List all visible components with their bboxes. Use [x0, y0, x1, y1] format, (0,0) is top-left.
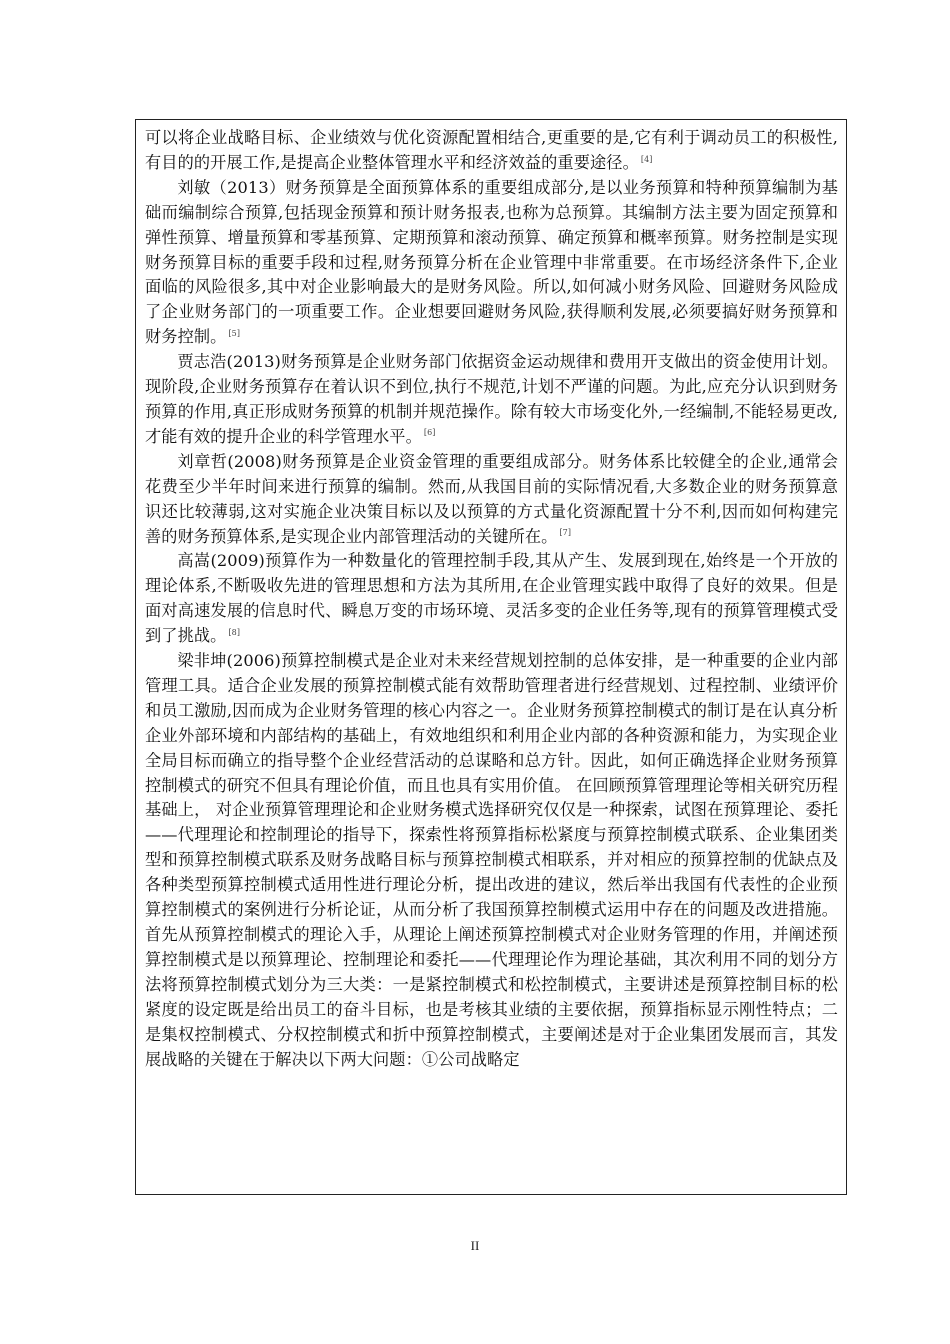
paragraph-4: [145, 450, 838, 550]
paragraph-4-text: 刘章哲(2008)财务预算是企业资金管理的重要组成部分。财务体系比较健全的企业,通常会花费至少半年时间来进行预算的编制。然而,从我国目前的实际情况看,大多数企业的财务预算意识还比较薄弱,这对实施企业决策目标以及以预算的方式量化资源配置十分不利,因而如何构建完善的财务预算体系,是实现企业内部管理活动的关键所在。: [145, 451, 838, 546]
document-body: [145, 126, 838, 1072]
bordered-text-box: [135, 119, 847, 1195]
page-number: II: [470, 1238, 480, 1253]
paragraph-2: [145, 176, 838, 350]
paragraph-5: [145, 549, 838, 649]
citation-8: [8]: [228, 627, 241, 637]
paragraph-3-text: 贾志浩(2013)财务预算是企业财务部门依据资金运动规律和费用开支做出的资金使用计划。现阶段,企业财务预算存在着认识不到位,执行不规范,计划不严谨的问题。为此,应充分认识到财务预算的作用,真正形成财务预算的机制并规范操作。除有较大市场变化外,一经编制,不能轻易更改,才能有效的提升企业的科学管理水平。: [145, 352, 838, 446]
paragraph-3: [145, 350, 838, 450]
paragraph-6-text: 梁非坤(2006)预算控制模式是企业对未来经营规划控制的总体安排，是一种重要的企业内部管理工具。适合企业发展的预算控制模式能有效帮助管理者进行经营规划、过程控制、业绩评价和员工激励,因而成为企业财务管理的核心内容之一。企业财务预算控制模式的制订是在认真分析企业外部环境和内部结构的基础上，有效地组织和利用企业内部的各种资源和能力，为实现企业全局目标而确立的指导整个企业经营活动的总谋略和总方针。因此，如何正确选择企业财务预算控制模式的研究不但具有理论价值，而且也具有实用价值。 在回顾预算管理理论等相关研究历程基础上， 对企业预算管理理论和企业财务模式选择研究仅仅是一种探索，试图在预算理论、委托——代理理论和控制理论的指导下，探索性将预算指标松紧度与预算控制模式联系、企业集团类型和预算控制模式联系及财务战略目标与预算控制模式相联系，并对相应的预算控制的优缺点及各种类型预算控制模式适用性进行理论分析，提出改进的建议，然后举出我国有代表性的企业预算控制模式的案例进行分析论证，从而分析了我国预算控制模式运用中存在的问题及改进措施。 首先从预算控制模式的理论入手，从理论上阐述预算控制模式对企业财务管理的作用，并阐述预算控制模式是以预算理论、控制理论和委托——代理理论作为理论基础，其次利用不同的划分方法将预算控制模式划分为三大类：一是紧控制模式和松控制模式，主要讲述是预算控制目标的松紧度的设定既是给出员工的奋斗目标，也是考核其业绩的主要依据，预算指标显示刚性特点；二是集权控制模式、分权控制模式和折中预算控制模式，主要阐述是对于企业集团发展而言，其发展战略的关键在于解决以下两大问题：①公司战略定: [145, 651, 838, 1069]
citation-7: [7]: [559, 528, 572, 538]
citation-6: [6]: [423, 428, 436, 438]
paragraph-5-text: 高嵩(2009)预算作为一种数量化的管理控制手段,其从产生、发展到现在,始终是一个开放的理论体系,不断吸收先进的管理思想和方法为其所用,在企业管理实践中取得了良好的效果。但是面对高速发展的信息时代、瞬息万变的市场环境、灵活多变的企业任务等,现有的预算管理模式受到了挑战。: [145, 551, 838, 646]
paragraph-1: [145, 126, 838, 176]
paragraph-6: [145, 649, 838, 1072]
paragraph-1-text: 可以将企业战略目标、企业绩效与优化资源配置相结合,更重要的是,它有利于调动员工的积极性,有目的的开展工作,是提高企业整体管理水平和经济效益的重要途径。: [145, 128, 838, 172]
citation-4: [4]: [640, 154, 653, 164]
paragraph-2-text: 刘敏（2013）财务预算是全面预算体系的重要组成部分,是以业务预算和特种预算编制为基础而编制综合预算,包括现金预算和预计财务报表,也称为总预算。其编制方法主要为固定预算和弹性预算、增量预算和零基预算、定期预算和滚动预算、确定预算和概率预算。财务控制是实现财务预算目标的重要手段和过程,财务预算分析在企业管理中非常重要。在市场经济条件下,企业面临的风险很多,其中对企业影响最大的是财务风险。所以,如何减小财务风险、回避财务风险成了企业财务部门的一项重要工作。企业想要回避财务风险,获得顺利发展,必须要搞好财务预算和财务控制。: [145, 177, 838, 347]
citation-5: [5]: [228, 328, 241, 338]
